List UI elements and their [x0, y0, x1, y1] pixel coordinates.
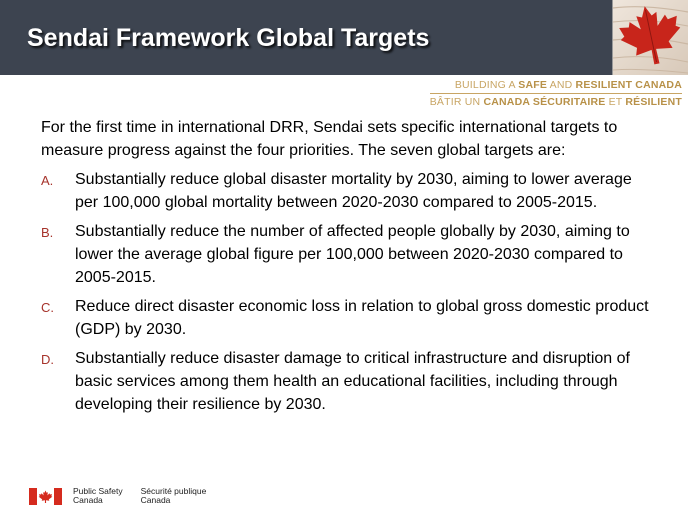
targets-list: [41, 168, 657, 416]
canada-flag-icon: [29, 488, 62, 505]
list-item: [41, 295, 657, 341]
slide-body: [41, 116, 657, 422]
tagline-en-bold-resilient: RESILIENT CANADA: [575, 79, 682, 91]
footer-signature: [29, 487, 206, 505]
list-item: [41, 220, 657, 289]
tagline-divider: [430, 93, 682, 94]
tagline-french: [430, 95, 682, 109]
department-en-line1: Public Safety: [73, 486, 123, 496]
list-marker: C.: [41, 300, 54, 315]
tagline-fr-bold-canada: CANADA SÉCURITAIRE: [483, 96, 606, 108]
list-item-text: Substantially reduce the number of affected people globally by 2030, aiming to lower the average global figure per 100,000 between 2020-2030 compared to 2005-2015.: [75, 223, 630, 286]
department-name-french: [141, 487, 207, 505]
title-bar: [0, 0, 613, 75]
list-marker: A.: [41, 173, 54, 188]
tagline-en-prefix: BUILDING A: [454, 79, 519, 91]
list-item-text: Reduce direct disaster economic loss in relation to global gross domestic product (GDP) by 2030.: [75, 298, 649, 338]
tagline-fr-mid: ET: [605, 96, 626, 108]
tagline-fr-bold-resilient: RÉSILIENT: [625, 96, 682, 108]
department-en-line2: Canada: [73, 495, 103, 505]
slide-title: Sendai Framework Global Targets: [27, 24, 430, 52]
list-marker: D.: [41, 352, 54, 367]
tagline: [430, 78, 682, 109]
maple-leaf-icon: [613, 0, 688, 75]
maple-leaf-image: [613, 0, 688, 75]
list-item: [41, 168, 657, 214]
tagline-fr-prefix: BÂTIR UN: [429, 96, 484, 108]
list-item-text: Substantially reduce disaster damage to critical infrastructure and disruption of basic services among them health an educational facilities, including through developing their resilience by 2030.: [75, 350, 630, 413]
department-name-english: [73, 487, 123, 505]
tagline-en-bold-safe: SAFE: [518, 79, 548, 91]
intro-paragraph: For the first time in international DRR, Sendai sets specific international targets to measure progress against the four priorities. The seven global targets are:: [41, 119, 618, 159]
department-fr-line1: Sécurité publique: [140, 486, 207, 496]
list-item-text: Substantially reduce global disaster mortality by 2030, aiming to lower average per 100,000 global mortality between 2020-2030 compared to 2005-2015.: [75, 171, 632, 211]
list-marker: B.: [41, 225, 54, 240]
tagline-en-mid: AND: [547, 79, 576, 91]
list-item: [41, 347, 657, 416]
department-fr-line2: Canada: [140, 495, 171, 505]
tagline-english: [430, 78, 682, 92]
